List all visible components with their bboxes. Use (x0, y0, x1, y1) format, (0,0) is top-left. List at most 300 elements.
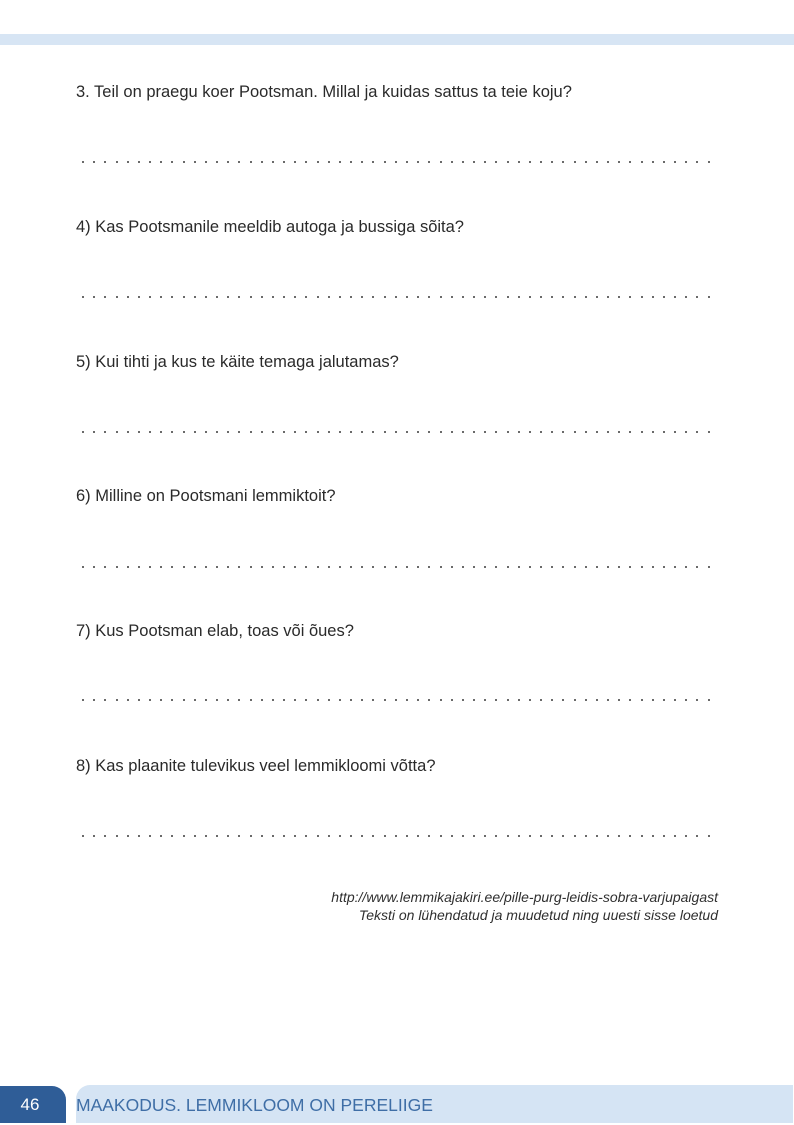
dot (685, 431, 687, 433)
dot (507, 699, 509, 701)
dot (674, 566, 676, 568)
dot (317, 699, 319, 701)
dot (328, 296, 330, 298)
dot (462, 699, 464, 701)
dot (428, 296, 430, 298)
dot (652, 296, 654, 298)
dot (641, 835, 643, 837)
dot (149, 699, 151, 701)
dot (585, 296, 587, 298)
dot (294, 699, 296, 701)
dot (339, 835, 341, 837)
answer-line-5[interactable] (82, 429, 710, 435)
dot (585, 566, 587, 568)
dot (127, 431, 129, 433)
dot (574, 161, 576, 163)
answer-line-8[interactable] (82, 833, 710, 839)
footer-band (76, 1085, 793, 1123)
dot (484, 296, 486, 298)
dot (596, 699, 598, 701)
dot (507, 296, 509, 298)
dot (618, 296, 620, 298)
dot (238, 835, 240, 837)
dot (283, 835, 285, 837)
dot (629, 835, 631, 837)
dot (384, 296, 386, 298)
dot (250, 566, 252, 568)
dot (551, 296, 553, 298)
dot (551, 699, 553, 701)
dot (708, 296, 710, 298)
dot (372, 161, 374, 163)
question-5: 5) Kui tihti ja kus te käite temaga jalutamas? (76, 353, 399, 371)
dot (462, 296, 464, 298)
dot (361, 835, 363, 837)
dot (495, 431, 497, 433)
dot (305, 835, 307, 837)
dot (551, 835, 553, 837)
dot (473, 296, 475, 298)
dot (149, 161, 151, 163)
answer-line-7[interactable] (82, 697, 710, 703)
dot (451, 699, 453, 701)
dot (440, 431, 442, 433)
dot (529, 566, 531, 568)
dot (205, 161, 207, 163)
dot (138, 835, 140, 837)
dot (160, 699, 162, 701)
dot (696, 161, 698, 163)
dot (227, 161, 229, 163)
dot (317, 566, 319, 568)
dot (171, 699, 173, 701)
dot (294, 835, 296, 837)
question-3: 3. Teil on praegu koer Pootsman. Millal ja kuidas sattus ta teie koju? (76, 83, 572, 101)
dot (171, 161, 173, 163)
dot (641, 161, 643, 163)
question-7: 7) Kus Pootsman elab, toas või õues? (76, 622, 354, 640)
dot (171, 835, 173, 837)
dot (216, 431, 218, 433)
dot (272, 296, 274, 298)
dot (607, 566, 609, 568)
dot (138, 699, 140, 701)
dot (417, 835, 419, 837)
dot (350, 296, 352, 298)
dot (406, 835, 408, 837)
dot (562, 835, 564, 837)
dot (361, 431, 363, 433)
dot (305, 699, 307, 701)
dot (652, 835, 654, 837)
dot (116, 566, 118, 568)
dot (451, 431, 453, 433)
dot (216, 161, 218, 163)
dot (205, 296, 207, 298)
dot (685, 699, 687, 701)
dot (238, 161, 240, 163)
answer-line-3[interactable] (82, 159, 710, 165)
dot (328, 835, 330, 837)
dot (194, 296, 196, 298)
dot (82, 296, 84, 298)
dot (540, 835, 542, 837)
dot (618, 431, 620, 433)
dot (305, 296, 307, 298)
dot (596, 835, 598, 837)
dot (384, 431, 386, 433)
dot (518, 699, 520, 701)
dot (708, 431, 710, 433)
dot (585, 161, 587, 163)
dot (685, 835, 687, 837)
question-6: 6) Milline on Pootsmani lemmiktoit? (76, 487, 336, 505)
dot (283, 566, 285, 568)
dot (238, 566, 240, 568)
dot (339, 161, 341, 163)
dot (127, 566, 129, 568)
dot (372, 699, 374, 701)
dot (149, 431, 151, 433)
dot (317, 431, 319, 433)
dot (305, 566, 307, 568)
dot (696, 835, 698, 837)
dot (149, 566, 151, 568)
dot (507, 431, 509, 433)
dot (361, 566, 363, 568)
dot (629, 296, 631, 298)
dot (395, 161, 397, 163)
dot (440, 566, 442, 568)
dot (82, 161, 84, 163)
dot (283, 699, 285, 701)
dot (607, 431, 609, 433)
dot (317, 835, 319, 837)
dot (283, 161, 285, 163)
dot (406, 431, 408, 433)
dot (462, 835, 464, 837)
dot (540, 161, 542, 163)
dot (227, 431, 229, 433)
dot (462, 566, 464, 568)
dot (507, 566, 509, 568)
dot (685, 161, 687, 163)
answer-line-6[interactable] (82, 564, 710, 570)
dot (261, 835, 263, 837)
dot (138, 431, 140, 433)
dot (596, 566, 598, 568)
dot (708, 161, 710, 163)
dot (261, 699, 263, 701)
dot (384, 835, 386, 837)
dot (585, 699, 587, 701)
dot (294, 566, 296, 568)
dot (451, 296, 453, 298)
dot (395, 566, 397, 568)
dot (82, 566, 84, 568)
dot (641, 431, 643, 433)
dot (183, 296, 185, 298)
dot (272, 431, 274, 433)
dot (518, 431, 520, 433)
dot (473, 161, 475, 163)
dot (440, 835, 442, 837)
dot (440, 161, 442, 163)
dot (428, 835, 430, 837)
dot (227, 296, 229, 298)
dot (372, 296, 374, 298)
dot (183, 431, 185, 433)
footer-title: MAAKODUS. LEMMIKLOOM ON PERELIIGE (76, 1095, 433, 1115)
dot (272, 161, 274, 163)
dot (183, 161, 185, 163)
dot (596, 296, 598, 298)
dot (484, 161, 486, 163)
dot (328, 699, 330, 701)
dot (194, 699, 196, 701)
dot (328, 161, 330, 163)
dot (283, 296, 285, 298)
dot (116, 161, 118, 163)
dot (663, 161, 665, 163)
dot (250, 835, 252, 837)
dot (529, 699, 531, 701)
dot (305, 161, 307, 163)
dot (227, 835, 229, 837)
dot (708, 699, 710, 701)
dot (149, 835, 151, 837)
dot (339, 699, 341, 701)
dot (618, 161, 620, 163)
dot (607, 835, 609, 837)
dot (395, 431, 397, 433)
dot (372, 431, 374, 433)
dot (250, 431, 252, 433)
dot (540, 566, 542, 568)
dot (551, 161, 553, 163)
dot (540, 296, 542, 298)
dot (428, 699, 430, 701)
dot (462, 161, 464, 163)
dot (585, 835, 587, 837)
dot (160, 161, 162, 163)
dot (194, 431, 196, 433)
dot (160, 566, 162, 568)
dot (518, 835, 520, 837)
header-band (0, 34, 794, 45)
dot (183, 699, 185, 701)
dot (227, 699, 229, 701)
dot (551, 566, 553, 568)
dot (663, 431, 665, 433)
dot (562, 161, 564, 163)
dot (93, 699, 95, 701)
dot (116, 835, 118, 837)
dot (138, 566, 140, 568)
dot (171, 296, 173, 298)
dot (574, 835, 576, 837)
dot (574, 296, 576, 298)
dot (518, 296, 520, 298)
dot (484, 835, 486, 837)
dot (261, 296, 263, 298)
dot (395, 699, 397, 701)
dot (451, 161, 453, 163)
dot (104, 161, 106, 163)
dot (283, 431, 285, 433)
question-4: 4) Kas Pootsmanile meeldib autoga ja bussiga sõita? (76, 218, 464, 236)
dot (473, 699, 475, 701)
dot (261, 161, 263, 163)
dot (194, 161, 196, 163)
dot (629, 161, 631, 163)
dot (238, 699, 240, 701)
dot (462, 431, 464, 433)
dot (227, 566, 229, 568)
dot (428, 431, 430, 433)
dot (205, 699, 207, 701)
dot (294, 296, 296, 298)
dot (183, 835, 185, 837)
dot (674, 296, 676, 298)
dot (562, 431, 564, 433)
dot (574, 431, 576, 433)
dot (171, 431, 173, 433)
dot (361, 161, 363, 163)
dot (294, 161, 296, 163)
dot (372, 835, 374, 837)
dot (127, 835, 129, 837)
dot (350, 566, 352, 568)
dot (518, 566, 520, 568)
dot (484, 699, 486, 701)
dot (596, 161, 598, 163)
dot (473, 566, 475, 568)
dot (317, 161, 319, 163)
dot (82, 431, 84, 433)
dot (529, 835, 531, 837)
dot (93, 161, 95, 163)
dot (350, 431, 352, 433)
dot (160, 431, 162, 433)
dot (574, 566, 576, 568)
dot (138, 296, 140, 298)
dot (82, 835, 84, 837)
dot (250, 699, 252, 701)
dot (674, 835, 676, 837)
dot (93, 296, 95, 298)
dot (305, 431, 307, 433)
dot (484, 431, 486, 433)
dot (495, 296, 497, 298)
dot (339, 296, 341, 298)
dot (451, 835, 453, 837)
dot (194, 566, 196, 568)
dot (585, 431, 587, 433)
dot (384, 699, 386, 701)
dot (361, 296, 363, 298)
dot (104, 835, 106, 837)
dot (674, 161, 676, 163)
dot (641, 296, 643, 298)
dot (272, 699, 274, 701)
dot (160, 296, 162, 298)
dot (361, 699, 363, 701)
dot (629, 566, 631, 568)
dot (328, 431, 330, 433)
answer-line-4[interactable] (82, 294, 710, 300)
page-number: 46 (0, 1086, 66, 1123)
dot (607, 296, 609, 298)
dot (529, 296, 531, 298)
dot (417, 161, 419, 163)
dot (540, 699, 542, 701)
dot (663, 566, 665, 568)
dot (160, 835, 162, 837)
dot (652, 566, 654, 568)
dot (372, 566, 374, 568)
dot (93, 566, 95, 568)
dot (127, 161, 129, 163)
dot (440, 296, 442, 298)
dot (216, 566, 218, 568)
dot (562, 699, 564, 701)
dot (395, 296, 397, 298)
dot (473, 431, 475, 433)
question-8: 8) Kas plaanite tulevikus veel lemmikloomi võtta? (76, 757, 436, 775)
dot (685, 566, 687, 568)
dot (674, 431, 676, 433)
dot (294, 431, 296, 433)
dot (696, 566, 698, 568)
dot (104, 431, 106, 433)
source-citation (331, 888, 718, 924)
dot (339, 566, 341, 568)
dot (216, 835, 218, 837)
dot (607, 161, 609, 163)
source-url[interactable]: http://www.lemmikajakiri.ee/pille-purg-leidis-sobra-varjupaigast (331, 889, 718, 905)
dot (104, 566, 106, 568)
dot (138, 161, 140, 163)
dot (607, 699, 609, 701)
dot (428, 161, 430, 163)
dot (708, 835, 710, 837)
dot (529, 161, 531, 163)
dot (350, 699, 352, 701)
dot (618, 699, 620, 701)
dot (205, 835, 207, 837)
dot (674, 699, 676, 701)
dot (596, 431, 598, 433)
dot (205, 431, 207, 433)
dot (507, 161, 509, 163)
dot (618, 835, 620, 837)
dot (171, 566, 173, 568)
dot (406, 296, 408, 298)
dot (104, 296, 106, 298)
dot (540, 431, 542, 433)
dot (250, 296, 252, 298)
dot (696, 296, 698, 298)
dot (417, 566, 419, 568)
dot (183, 566, 185, 568)
dot (261, 431, 263, 433)
dot (406, 161, 408, 163)
dot (272, 566, 274, 568)
dot (562, 296, 564, 298)
dot (116, 296, 118, 298)
dot (507, 835, 509, 837)
